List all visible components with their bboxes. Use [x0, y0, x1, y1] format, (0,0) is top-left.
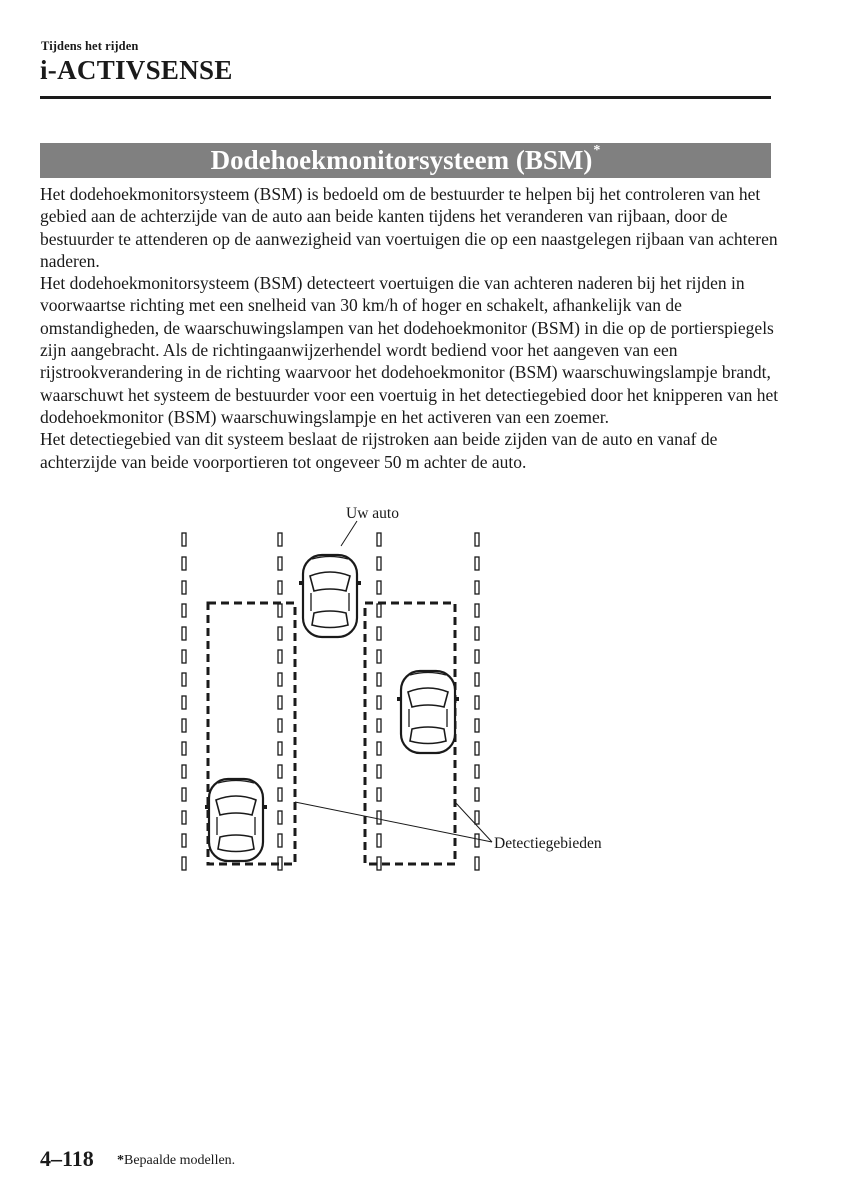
detection-leader-line-left: [295, 802, 492, 842]
topic-banner: [40, 143, 771, 178]
footnote-mark: *: [117, 1153, 124, 1168]
lane-marking-right: [475, 533, 479, 870]
paragraph: Het dodehoekmonitorsysteem (BSM) is bedoeld om de bestuurder te helpen bij het controleren van het gebied aan de achterzijde van de auto aan beide kanten tijdens het veranderen van rijbaan, door de bestuurder te attenderen op de aanwezigheid van voertuigen die op een naastgelegen rijbaan van achteren naderen.: [40, 184, 778, 271]
banner-title: Dodehoekmonitorsysteem (BSM): [210, 145, 593, 175]
lane-marking-center-left: [278, 533, 282, 870]
paragraph: Het detectiegebied van dit systeem beslaat de rijstroken aan beide zijden van de auto en vanaf de achterzijde van beide voorportieren tot ongeveer 50 m achter de auto.: [40, 429, 718, 472]
paragraph: Het dodehoekmonitorsysteem (BSM) detecteert voertuigen die van achteren naderen bij het rijden in voorwaartse richting met een snelheid van 30 km/h of hoger en schakelt, afhankelijk van de omstandigheden, de waarschuwingslampen van het dodehoekmonitor (BSM) in die op de portierspiegels zijn aangebracht. Als de richtingaanwijzerhendel wordt bediend voor het aangeven van een rijstrookverandering in de richting waarvoor het dodehoekmonitor (BSM) waarschuwingslampje brandt, waarschuwt het systeem de bestuurder voor een voertuig in het detectiegebied door het knipperen van het dodehoekmonitor (BSM) waarschuwingslampje en het activeren van een zoemer.: [40, 273, 779, 427]
own-car-leader-line: [341, 521, 357, 546]
lane-marking-left: [182, 533, 186, 870]
page-number: 4–118: [40, 1146, 94, 1171]
body-text: [40, 183, 780, 473]
detection-zones-label: Detectiegebieden: [494, 835, 602, 852]
section-subtitle: Tijdens het rijden: [41, 39, 139, 53]
banner-asterisk: *: [593, 143, 601, 158]
own-car: [299, 555, 361, 637]
car-adjacent-right: [397, 671, 459, 753]
footnote: [117, 1153, 235, 1169]
footnote-text: Bepaalde modellen.: [124, 1153, 236, 1168]
header-rule: [40, 96, 771, 99]
own-car-label: Uw auto: [346, 505, 399, 522]
section-title: i-ACTIVSENSE: [40, 55, 233, 85]
bsm-detection-diagram: [170, 500, 630, 885]
car-adjacent-left: [205, 779, 267, 861]
